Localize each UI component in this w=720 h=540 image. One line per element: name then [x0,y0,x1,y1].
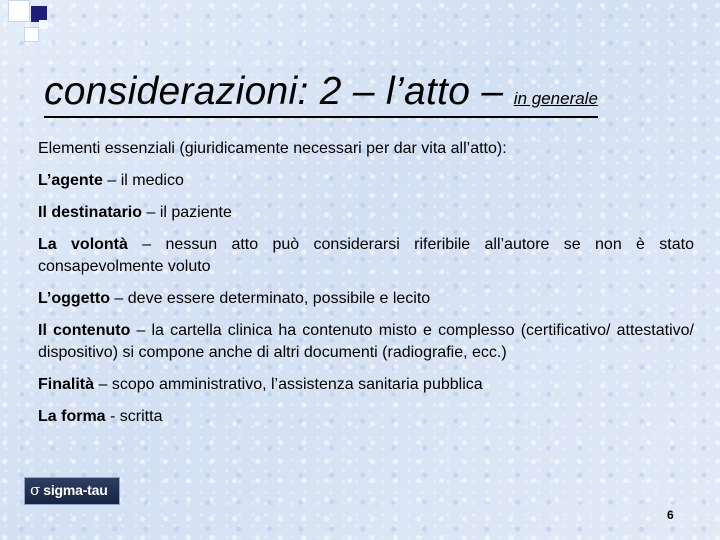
item-separator: – [102,172,121,189]
item-description: nessun atto può considerarsi riferibile all’autore se non è stato consapevolmente voluto [38,236,694,275]
slide-body [38,138,694,438]
sigma-tau-logo [25,478,119,504]
item-description: il paziente [159,204,232,221]
item-description: scritta [119,408,163,425]
list-item [38,234,694,278]
item-term: La forma [38,408,106,425]
item-term: L’agente [38,172,103,189]
corner-square-decoration [24,27,39,42]
list-item [38,374,694,396]
title-subtitle: in generale [513,89,598,108]
item-separator: - [105,408,120,425]
logo-text: sigma-tau [43,482,108,498]
list-item [38,320,694,364]
page-number: 6 [667,508,674,522]
corner-square-decoration [8,0,30,22]
item-description: il medico [120,172,184,189]
intro-text: Elementi essenziali (giuridicamente necessari per dar vita all’atto): [38,140,507,157]
list-item [38,288,694,310]
item-separator: – [142,204,160,221]
list-item [38,170,694,192]
item-separator: – [94,376,112,393]
list-item [38,202,694,224]
item-term: Finalità [38,376,95,393]
slide-title [44,70,598,118]
item-term: La volontà [38,236,128,253]
item-separator: – [109,290,128,307]
item-term: Il destinatario [38,204,143,221]
sigma-icon: σ [30,481,41,499]
item-description: scopo amministrativo, l’assistenza sanitaria pubblica [111,376,483,393]
item-description: deve essere determinato, possibile e lecito [127,290,431,307]
item-description: la cartella clinica ha contenuto misto e complesso (certificativo/ attestativo/ dispositivo) si compone anche di altri documenti (radiografie, ecc.) [38,322,694,361]
item-separator: – [130,322,152,339]
item-separator: – [127,236,166,253]
title-main: considerazioni: 2 – l’atto – [44,70,504,113]
corner-square-decoration [39,20,48,29]
list-item [38,406,694,428]
item-term: Il contenuto [38,322,131,339]
item-term: L’oggetto [38,290,110,307]
